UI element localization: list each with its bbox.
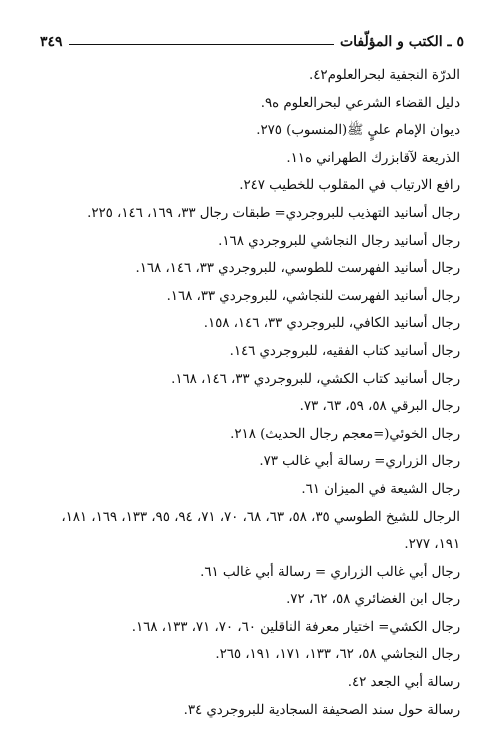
chapter-title: ٥ ـ الكتب و المؤلّفات [339,34,464,50]
index-entry: رجال الكشي= اختيار معرفة الناقلين ٦٠، ٧٠، ٧١، ١٣٣، ١٦٨. [131,619,460,635]
index-entry: رجال أسانيد كتاب الفقيه، للبروجردي ١٤٦. [229,343,460,359]
index-entry: رافع الارتياب في المقلوب للخطيب ٢٤٧. [239,178,460,194]
index-entry: رجال الشيعة في الميزان ٦١. [301,481,460,497]
index-entry: رجال الزراري= رسالة أبي غالب ٧٣. [259,454,460,470]
index-entry: دليل القضاء الشرعي لبحرالعلوم ه٩. [260,95,460,111]
index-entry: رجال أسانيد الفهرست للطوسي، للبروجردي ٣٣، ١٤٦، ١٦٨. [135,261,460,277]
index-entry: رجال أسانيد الكافي، للبروجردي ٣٣، ١٤٦، ١٥٨. [203,316,460,332]
index-entry: الرجال للشيخ الطوسي ٣٥، ٥٨، ٦٣، ٦٨، ٧٠، ٧١، ٩٤، ٩٥، ١٣٣، ١٦٩، ١٨١، ١٩١، ٢٧٧. [61,509,460,553]
index-entry: الذريعة لآقابزرك الطهراني ه١١. [286,150,460,166]
page-header [40,28,464,50]
index-entry: الدرّة النجفية لبحرالعلوم٤٢. [309,68,460,83]
index-entry: رجال أسانيد الفهرست للنجاشي، للبروجردي ٣٣، ١٦٨. [166,288,460,304]
index-entry: رجال أسانيد التهذيب للبروجردي= طبقات رجال ٣٣، ١٦٩، ١٤٦، ٢٢٥. [87,205,460,221]
index-entry: رجال ابن الغضائري ٥٨، ٦٢، ٧٢. [286,592,460,608]
page-number: ٣٤٩ [40,34,63,50]
index-entry: رجال البرقي ٥٨، ٥٩، ٦٣، ٧٣. [299,399,460,415]
index-entry: رجال النجاشي ٥٨، ٦٢، ١٣٣، ١٧١، ١٩١، ٢٦٥. [215,647,460,663]
index-entry: رسالة أبي الجعد ٤٢. [347,675,460,691]
index-entry: رجال أسانيد رجال النجاشي للبروجردي ١٦٨. [218,233,460,249]
index-list [38,62,460,724]
index-entry: رجال أسانيد كتاب الكشي، للبروجردي ٣٣، ١٤٦، ١٦٨. [171,371,460,387]
index-entry: رجال الخوئي(=معجم رجال الحديث) ٢١٨. [230,426,460,442]
index-entry: ديوان الإمام عليٍ ﷺ(المنسوب) ٢٧٥. [256,123,460,139]
index-entry: رسالة حول سند الصحيفة السجادية للبروجردي ٣٤. [183,702,460,718]
index-entry: رجال أبي غالب الزراري = رسالة أبي غالب ٦١. [200,564,460,580]
header-rule [69,44,334,45]
